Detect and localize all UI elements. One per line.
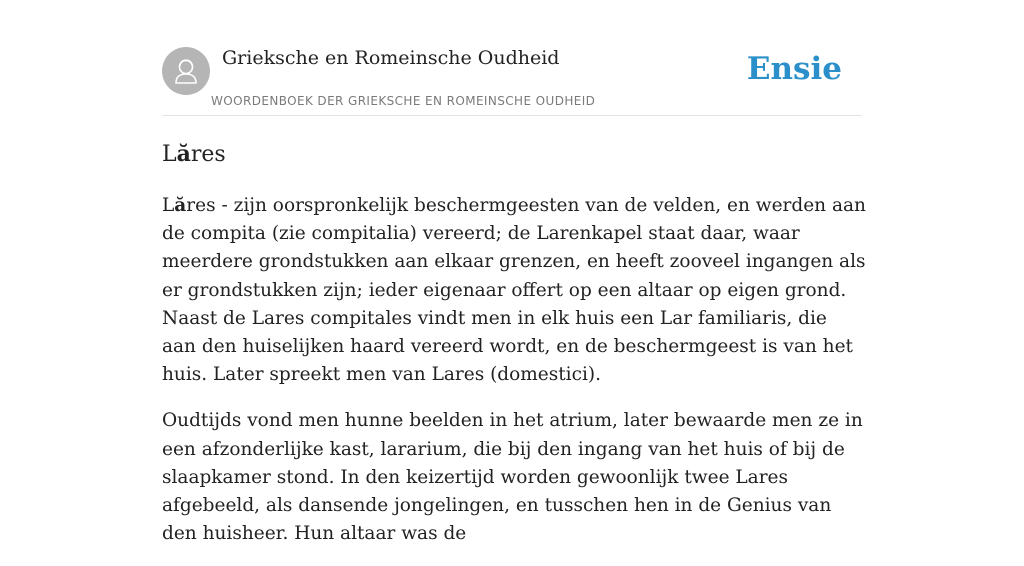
user-icon	[162, 47, 210, 95]
avatar[interactable]	[162, 47, 210, 95]
paragraph	[162, 407, 866, 548]
paragraph-text: Oudtijds vond men hunne beelden in het atrium, later bewaarde men ze in een afzonderlijke kast, lararium, die bij den ingang van het huis of bij de slaapkamer stond. In den keizertijd worden gewoonlijk twee Lares afgebeeld, als dansende jongelingen, en tusschen hen in de Genius van den huisheer. Hun altaar was de	[162, 410, 863, 545]
entry-title-start: L	[162, 142, 177, 167]
lead-term-start: L	[162, 195, 175, 216]
brand-logo[interactable]: Ensie	[746, 51, 842, 87]
lead-term-accent: ă	[174, 195, 187, 216]
paragraph	[162, 192, 866, 389]
paragraph-text: - zijn oorspronkelijk beschermgeesten van de velden, en werden aan de compita (zie compitalia) vereerd; de Larenkapel staat daar, waar meerdere grondstukken aan elkaar grenzen, en heeft zooveel ingangen als er grondstukken zijn; ieder eigenaar offert op een altaar op eigen grond. Naast de Lares compitales vindt men in elk huis een Lar familiaris, die aan den huiselijken haard vereerd wordt, en de beschermgeest is van het huis. Later spreekt men van Lares (domestici).	[162, 195, 866, 386]
source-title[interactable]: Grieksche en Romeinsche Oudheid	[222, 47, 560, 69]
source-subtitle: WOORDENBOEK DER GRIEKSCHE EN ROMEINSCHE OUDHEID	[211, 94, 596, 108]
entry-body	[162, 192, 866, 566]
entry-title	[162, 139, 226, 170]
lead-term-end: res	[186, 195, 216, 216]
header	[162, 0, 862, 116]
entry-title-end: res	[190, 142, 226, 167]
entry-title-accent: ă	[176, 141, 191, 167]
